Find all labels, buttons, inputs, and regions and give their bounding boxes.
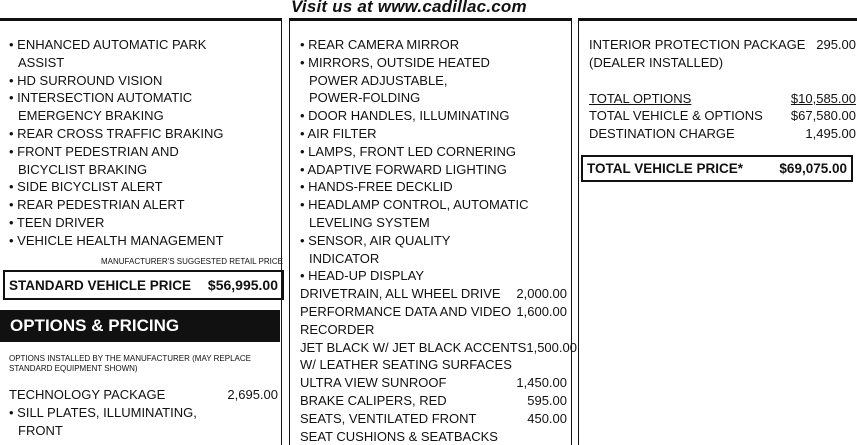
column-divider-middle-left: [289, 18, 290, 445]
option-price: 1,450.00: [516, 375, 567, 391]
option-row: [300, 392, 567, 410]
feature-item: • INTERSECTION AUTOMATIC: [9, 90, 193, 106]
column-divider-left: [281, 18, 282, 445]
top-rule-middle: [289, 18, 572, 21]
feature-item: • MIRRORS, OUTSIDE HEATED: [300, 54, 490, 70]
feature-item: ASSIST: [18, 54, 65, 70]
option-row: [300, 356, 567, 374]
option-label: SEAT CUSHIONS & SEATBACKS: [300, 428, 498, 444]
interior-protection-label: INTERIOR PROTECTION PACKAGE: [589, 37, 806, 52]
feature-item: BICYCLIST BRAKING: [18, 161, 148, 177]
standard-vehicle-price-box: [3, 270, 284, 300]
middle-feature-list: [300, 36, 577, 445]
option-row: [300, 321, 567, 339]
destination-charge-value: 1,495.00: [805, 126, 856, 142]
website-header: Visit us at www.cadillac.com: [291, 0, 527, 16]
feature-item: • TEEN DRIVER: [9, 214, 105, 230]
feature-item: • SIDE BICYCLIST ALERT: [9, 179, 163, 195]
feature-item: EMERGENCY BRAKING: [18, 108, 164, 124]
feature-item: POWER ADJUSTABLE,: [309, 72, 448, 88]
option-price: 2,000.00: [516, 286, 567, 302]
technology-package-label: TECHNOLOGY PACKAGE: [9, 387, 166, 402]
standard-price-label: STANDARD VEHICLE PRICE: [9, 277, 192, 293]
option-label: W/ LEATHER SEATING SURFACES: [300, 357, 512, 373]
total-vehicle-options-row: [589, 107, 856, 125]
standard-price-value: $56,995.00: [207, 277, 278, 293]
technology-package-row: [9, 386, 278, 404]
feature-item: • LAMPS, FRONT LED CORNERING: [300, 143, 516, 159]
option-row: [300, 303, 567, 321]
option-label: SEATS, VENTILATED FRONT: [300, 410, 477, 426]
technology-package-price: 2,695.00: [227, 387, 278, 402]
option-price: 595.00: [527, 392, 567, 408]
feature-item: • REAR CROSS TRAFFIC BRAKING: [9, 125, 224, 141]
feature-item: • SENSOR, AIR QUALITY: [300, 232, 451, 248]
option-row: [300, 339, 577, 357]
feature-item: • HD SURROUND VISION: [9, 72, 163, 88]
column-divider-right: [578, 18, 579, 445]
feature-item: • FRONT PEDESTRIAN AND: [9, 143, 179, 159]
msrp-label: MANUFACTURER'S SUGGESTED RETAIL PRICE: [101, 257, 283, 266]
option-label: PERFORMANCE DATA AND VIDEO: [300, 303, 512, 319]
options-pricing-heading: OPTIONS & PRICING: [0, 310, 280, 342]
total-options-value: $10,585.00: [790, 90, 856, 106]
total-vehicle-options-value: $67,580.00: [790, 108, 856, 124]
top-rule-left: [0, 18, 281, 21]
option-price: 1,600.00: [516, 303, 567, 319]
total-vehicle-options-label: TOTAL VEHICLE & OPTIONS: [589, 108, 763, 124]
total-vehicle-price-label: TOTAL VEHICLE PRICE*: [587, 161, 744, 176]
feature-item: INDICATOR: [309, 250, 380, 266]
option-label: DRIVETRAIN, ALL WHEEL DRIVE: [300, 286, 501, 302]
feature-item: • DOOR HANDLES, ILLUMINATING: [300, 108, 510, 124]
feature-item: • REAR CAMERA MIRROR: [300, 37, 460, 52]
feature-item: LEVELING SYSTEM: [309, 214, 430, 230]
interior-protection-note: (DEALER INSTALLED): [589, 54, 724, 70]
interior-protection-row: [589, 36, 856, 54]
option-row: [300, 428, 567, 445]
feature-item: • AIR FILTER: [300, 125, 377, 141]
options-note-line-2: STANDARD EQUIPMENT SHOWN): [9, 364, 138, 373]
option-label: ULTRA VIEW SUNROOF: [300, 375, 447, 391]
left-feature-list: [9, 36, 278, 250]
option-label: BRAKE CALIPERS, RED: [300, 392, 447, 408]
option-label: JET BLACK W/ JET BLACK ACCENTS: [300, 339, 527, 355]
options-note-line-1: OPTIONS INSTALLED BY THE MANUFACTURER (MAY REPLACE: [9, 354, 251, 363]
feature-item: FRONT: [18, 423, 63, 438]
feature-item: • SILL PLATES, ILLUMINATING,: [9, 405, 197, 420]
option-price: 450.00: [527, 410, 567, 426]
feature-item: • REAR PEDESTRIAN ALERT: [9, 197, 185, 213]
option-row: [300, 410, 567, 428]
option-row: [300, 285, 567, 303]
feature-item: • ADAPTIVE FORWARD LIGHTING: [300, 161, 507, 177]
option-price: 1,500.00: [526, 339, 577, 355]
destination-charge-row: [589, 125, 856, 143]
option-label: RECORDER: [300, 321, 375, 337]
feature-item: • VEHICLE HEALTH MANAGEMENT: [9, 232, 224, 248]
feature-item: • HEAD-UP DISPLAY: [300, 268, 424, 284]
interior-protection-price: 295.00: [816, 37, 856, 52]
total-options-row: [589, 90, 856, 108]
total-vehicle-price-box: [581, 155, 853, 182]
column-divider-middle-right: [571, 18, 572, 445]
option-row: [300, 374, 567, 392]
feature-item: • HEADLAMP CONTROL, AUTOMATIC: [300, 197, 529, 213]
feature-item: • ENHANCED AUTOMATIC PARK: [9, 37, 207, 52]
total-options-label: TOTAL OPTIONS: [589, 90, 692, 106]
top-rule-right: [578, 18, 857, 21]
total-vehicle-price-value: $69,075.00: [779, 161, 847, 176]
feature-item: • HANDS-FREE DECKLID: [300, 179, 453, 195]
right-totals: [589, 36, 856, 143]
destination-charge-label: DESTINATION CHARGE: [589, 126, 735, 142]
feature-item: POWER-FOLDING: [309, 90, 421, 106]
